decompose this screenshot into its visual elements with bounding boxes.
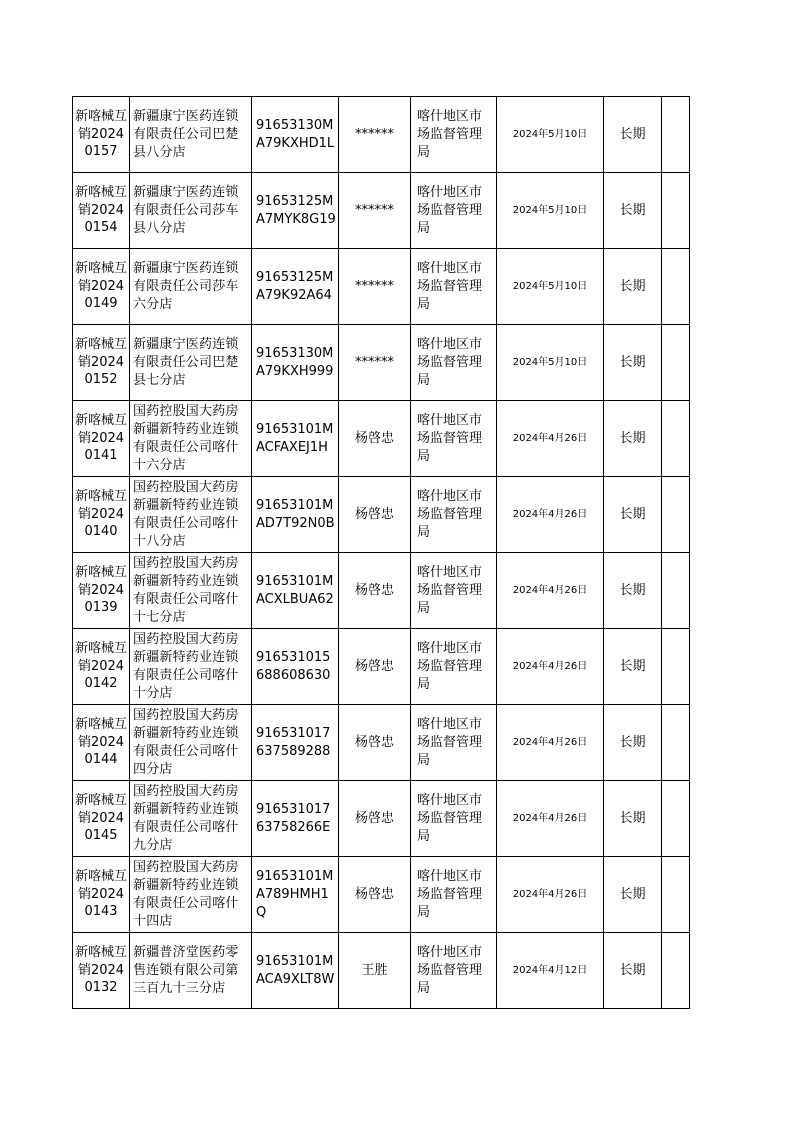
company-name-cell: 国药控股国大药房新疆新特药业连锁有限责任公司喀什十分店 [130, 629, 252, 705]
issuing-authority-cell: 喀什地区市场监督管理局 [411, 477, 497, 553]
note-cell [662, 705, 690, 781]
table-row [73, 781, 690, 857]
record-number-cell: 新喀械互销20240142 [73, 629, 130, 705]
table-row [73, 857, 690, 933]
legal-representative-cell: ****** [339, 97, 411, 173]
issue-date-cell: 2024年4月26日 [497, 629, 604, 705]
issue-date-cell: 2024年4月12日 [497, 933, 604, 1009]
note-cell [662, 781, 690, 857]
issuing-authority-cell: 喀什地区市场监督管理局 [411, 781, 497, 857]
record-number-cell: 新喀械互销20240140 [73, 477, 130, 553]
issuing-authority-cell: 喀什地区市场监督管理局 [411, 249, 497, 325]
company-name-cell: 新疆康宁医药连锁有限责任公司巴楚县八分店 [130, 97, 252, 173]
validity-cell: 长期 [604, 97, 662, 173]
issue-date-cell: 2024年4月26日 [497, 857, 604, 933]
company-name-cell: 国药控股国大药房新疆新特药业连锁有限责任公司喀什四分店 [130, 705, 252, 781]
credit-code-cell: 91653101MACA9XLT8W [252, 933, 339, 1009]
legal-representative-cell: ****** [339, 325, 411, 401]
issue-date-cell: 2024年4月26日 [497, 401, 604, 477]
table-row [73, 249, 690, 325]
issue-date-cell: 2024年4月26日 [497, 781, 604, 857]
company-name-cell: 国药控股国大药房新疆新特药业连锁有限责任公司喀什十七分店 [130, 553, 252, 629]
issuing-authority-cell: 喀什地区市场监督管理局 [411, 173, 497, 249]
legal-representative-cell: 杨啓忠 [339, 553, 411, 629]
company-name-cell: 国药控股国大药房新疆新特药业连锁有限责任公司喀什十四店 [130, 857, 252, 933]
legal-representative-cell: 杨啓忠 [339, 781, 411, 857]
table-row [73, 477, 690, 553]
note-cell [662, 173, 690, 249]
table-row [73, 97, 690, 173]
issue-date-cell: 2024年5月10日 [497, 325, 604, 401]
legal-representative-cell: 杨啓忠 [339, 705, 411, 781]
legal-representative-cell: 杨啓忠 [339, 401, 411, 477]
note-cell [662, 249, 690, 325]
credit-code-cell: 91653101763758266E [252, 781, 339, 857]
credit-code-cell: 91653125MA7MYK8G19 [252, 173, 339, 249]
issue-date-cell: 2024年4月26日 [497, 705, 604, 781]
record-number-cell: 新喀械互销20240145 [73, 781, 130, 857]
note-cell [662, 857, 690, 933]
credit-code-cell: 916531015688608630 [252, 629, 339, 705]
company-name-cell: 国药控股国大药房新疆新特药业连锁有限责任公司喀什十八分店 [130, 477, 252, 553]
credit-code-cell: 916531017637589288 [252, 705, 339, 781]
issuing-authority-cell: 喀什地区市场监督管理局 [411, 325, 497, 401]
record-number-cell: 新喀械互销20240141 [73, 401, 130, 477]
record-number-cell: 新喀械互销20240144 [73, 705, 130, 781]
issue-date-cell: 2024年5月10日 [497, 173, 604, 249]
record-number-cell: 新喀械互销20240143 [73, 857, 130, 933]
credit-code-cell: 91653125MA79K92A64 [252, 249, 339, 325]
record-number-cell: 新喀械互销20240139 [73, 553, 130, 629]
validity-cell: 长期 [604, 477, 662, 553]
issue-date-cell: 2024年4月26日 [497, 553, 604, 629]
validity-cell: 长期 [604, 781, 662, 857]
validity-cell: 长期 [604, 249, 662, 325]
legal-representative-cell: ****** [339, 173, 411, 249]
record-number-cell: 新喀械互销20240149 [73, 249, 130, 325]
validity-cell: 长期 [604, 857, 662, 933]
company-name-cell: 新疆康宁医药连锁有限责任公司巴楚县七分店 [130, 325, 252, 401]
issuing-authority-cell: 喀什地区市场监督管理局 [411, 97, 497, 173]
issuing-authority-cell: 喀什地区市场监督管理局 [411, 629, 497, 705]
table-row [73, 629, 690, 705]
company-name-cell: 新疆康宁医药连锁有限责任公司莎车六分店 [130, 249, 252, 325]
note-cell [662, 629, 690, 705]
credit-code-cell: 91653130MA79KXHD1L [252, 97, 339, 173]
table-body [73, 97, 690, 1009]
registration-table [72, 96, 690, 1009]
validity-cell: 长期 [604, 401, 662, 477]
issuing-authority-cell: 喀什地区市场监督管理局 [411, 553, 497, 629]
credit-code-cell: 91653101MAD7T92N0B [252, 477, 339, 553]
legal-representative-cell: 杨啓忠 [339, 629, 411, 705]
note-cell [662, 325, 690, 401]
issue-date-cell: 2024年4月26日 [497, 477, 604, 553]
issuing-authority-cell: 喀什地区市场监督管理局 [411, 857, 497, 933]
validity-cell: 长期 [604, 933, 662, 1009]
validity-cell: 长期 [604, 629, 662, 705]
validity-cell: 长期 [604, 325, 662, 401]
validity-cell: 长期 [604, 173, 662, 249]
record-number-cell: 新喀械互销20240157 [73, 97, 130, 173]
legal-representative-cell: 杨啓忠 [339, 857, 411, 933]
validity-cell: 长期 [604, 705, 662, 781]
record-number-cell: 新喀械互销20240132 [73, 933, 130, 1009]
table-row [73, 173, 690, 249]
legal-representative-cell: 杨啓忠 [339, 477, 411, 553]
table-row [73, 401, 690, 477]
issuing-authority-cell: 喀什地区市场监督管理局 [411, 933, 497, 1009]
credit-code-cell: 91653101MACFAXEJ1H [252, 401, 339, 477]
company-name-cell: 新疆康宁医药连锁有限责任公司莎车县八分店 [130, 173, 252, 249]
credit-code-cell: 91653101MACXLBUA62 [252, 553, 339, 629]
table-row [73, 325, 690, 401]
table-row [73, 553, 690, 629]
legal-representative-cell: ****** [339, 249, 411, 325]
company-name-cell: 国药控股国大药房新疆新特药业连锁有限责任公司喀什九分店 [130, 781, 252, 857]
table-row [73, 933, 690, 1009]
issuing-authority-cell: 喀什地区市场监督管理局 [411, 401, 497, 477]
table-row [73, 705, 690, 781]
issue-date-cell: 2024年5月10日 [497, 249, 604, 325]
company-name-cell: 国药控股国大药房新疆新特药业连锁有限责任公司喀什十六分店 [130, 401, 252, 477]
legal-representative-cell: 王胜 [339, 933, 411, 1009]
validity-cell: 长期 [604, 553, 662, 629]
issuing-authority-cell: 喀什地区市场监督管理局 [411, 705, 497, 781]
issue-date-cell: 2024年5月10日 [497, 97, 604, 173]
record-number-cell: 新喀械互销20240154 [73, 173, 130, 249]
note-cell [662, 933, 690, 1009]
credit-code-cell: 91653101MA789HMH1Q [252, 857, 339, 933]
credit-code-cell: 91653130MA79KXH999 [252, 325, 339, 401]
note-cell [662, 401, 690, 477]
record-number-cell: 新喀械互销20240152 [73, 325, 130, 401]
note-cell [662, 97, 690, 173]
note-cell [662, 477, 690, 553]
company-name-cell: 新疆普济堂医药零售连锁有限公司第三百九十三分店 [130, 933, 252, 1009]
note-cell [662, 553, 690, 629]
